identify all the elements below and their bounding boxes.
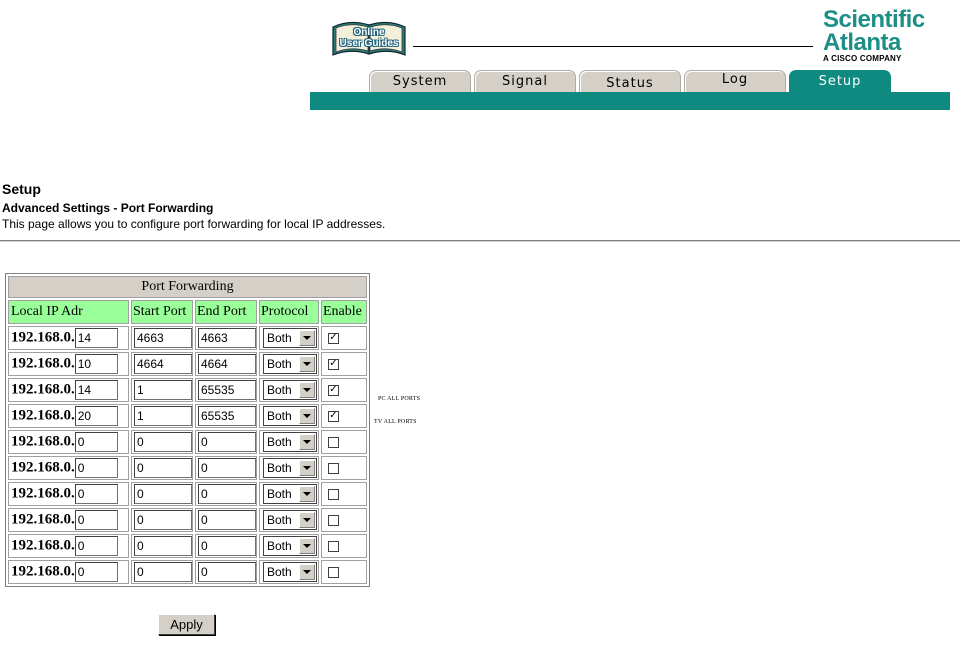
logo-line1: Online <box>353 27 385 38</box>
start-port-cell <box>131 456 193 480</box>
ip-prefix: 192.168.0. <box>11 537 75 554</box>
start-port-input[interactable] <box>134 484 192 504</box>
brand-line2: Atlanta <box>823 29 901 56</box>
chevron-down-icon <box>299 356 315 372</box>
end-port-cell <box>195 456 257 480</box>
protocol-value: Both <box>267 487 292 501</box>
enable-cell <box>321 560 367 584</box>
chevron-down-icon <box>299 434 315 450</box>
ip-suffix-input[interactable] <box>75 510 118 530</box>
start-port-cell <box>131 508 193 532</box>
start-port-cell <box>131 352 193 376</box>
ip-prefix: 192.168.0. <box>11 459 75 476</box>
start-port-cell <box>131 482 193 506</box>
tab-setup[interactable]: Setup <box>789 70 891 92</box>
end-port-cell <box>195 430 257 454</box>
column-header-protocol: Protocol <box>259 300 319 324</box>
brand-sub: A CISCO COMPANY <box>823 54 902 63</box>
protocol-value: Both <box>267 357 292 371</box>
enable-checkbox[interactable] <box>328 437 339 448</box>
protocol-value: Both <box>267 461 292 475</box>
protocol-cell <box>259 508 319 532</box>
apply-button[interactable]: Apply <box>158 614 215 635</box>
ip-suffix-input[interactable] <box>75 432 118 452</box>
enable-checkbox[interactable] <box>328 489 339 500</box>
chevron-down-icon <box>299 330 315 346</box>
logo-line2: User Guides <box>339 38 399 49</box>
start-port-input[interactable] <box>134 562 192 582</box>
ip-prefix: 192.168.0. <box>11 485 75 502</box>
enable-cell <box>321 404 367 428</box>
table-row <box>8 404 367 428</box>
ip-cell <box>8 378 129 402</box>
end-port-input[interactable] <box>198 536 256 556</box>
start-port-input[interactable] <box>134 510 192 530</box>
chevron-down-icon <box>299 512 315 528</box>
note-pc-all-ports: PC ALL PORTS <box>378 396 421 402</box>
end-port-cell <box>195 560 257 584</box>
ip-cell <box>8 560 129 584</box>
table-row <box>8 430 367 454</box>
protocol-cell <box>259 456 319 480</box>
protocol-value: Both <box>267 539 292 553</box>
protocol-value: Both <box>267 513 292 527</box>
table-row <box>8 534 367 558</box>
ip-prefix: 192.168.0. <box>11 407 75 424</box>
tab-system[interactable]: System <box>369 70 471 92</box>
protocol-cell <box>259 378 319 402</box>
protocol-value: Both <box>267 409 292 423</box>
ip-prefix: 192.168.0. <box>11 511 75 528</box>
table-row <box>8 456 367 480</box>
ip-suffix-input[interactable] <box>75 458 118 478</box>
end-port-input[interactable] <box>198 510 256 530</box>
ip-prefix: 192.168.0. <box>11 433 75 450</box>
logo-text <box>330 17 408 59</box>
start-port-cell <box>131 560 193 584</box>
end-port-input[interactable] <box>198 354 256 374</box>
start-port-input[interactable] <box>134 536 192 556</box>
ip-suffix-input[interactable] <box>75 536 118 556</box>
enable-cell <box>321 482 367 506</box>
ip-cell <box>8 352 129 376</box>
enable-checkbox[interactable] <box>328 411 339 422</box>
check-icon: ✓ <box>329 410 338 422</box>
online-user-guides-logo[interactable] <box>330 17 408 59</box>
chevron-down-icon <box>299 538 315 554</box>
table-row <box>8 482 367 506</box>
protocol-select[interactable] <box>263 328 317 348</box>
protocol-select[interactable] <box>263 458 317 478</box>
enable-cell <box>321 456 367 480</box>
ip-cell <box>8 404 129 428</box>
ip-suffix-input[interactable] <box>75 484 118 504</box>
end-port-input[interactable] <box>198 562 256 582</box>
ip-cell <box>8 456 129 480</box>
ip-prefix: 192.168.0. <box>11 381 75 398</box>
chevron-down-icon <box>299 382 315 398</box>
start-port-input[interactable] <box>134 354 192 374</box>
enable-checkbox[interactable] <box>328 359 339 370</box>
end-port-input[interactable] <box>198 380 256 400</box>
divider <box>0 240 960 242</box>
tab-bar <box>310 92 950 110</box>
protocol-select[interactable] <box>263 380 317 400</box>
end-port-input[interactable] <box>198 484 256 504</box>
column-header-enable: Enable <box>321 300 367 324</box>
protocol-select[interactable] <box>263 510 317 530</box>
brand-logo <box>823 8 925 63</box>
page-description: This page allows you to configure port forwarding for local IP addresses. <box>2 217 386 231</box>
column-header-end-port: End Port <box>195 300 257 324</box>
ip-prefix: 192.168.0. <box>11 329 75 346</box>
ip-cell <box>8 508 129 532</box>
end-port-cell <box>195 508 257 532</box>
protocol-value: Both <box>267 565 292 579</box>
tab-status[interactable]: Status <box>579 70 681 92</box>
start-port-input[interactable] <box>134 328 192 348</box>
ip-suffix-input[interactable] <box>75 406 118 426</box>
end-port-cell <box>195 352 257 376</box>
enable-checkbox[interactable] <box>328 333 339 344</box>
start-port-input[interactable] <box>134 380 192 400</box>
enable-cell <box>321 534 367 558</box>
protocol-cell <box>259 326 319 350</box>
tab-log[interactable]: Log <box>684 70 786 92</box>
table-row <box>8 326 367 350</box>
protocol-cell <box>259 560 319 584</box>
end-port-cell <box>195 482 257 506</box>
end-port-cell <box>195 534 257 558</box>
enable-checkbox[interactable] <box>328 567 339 578</box>
table-row <box>8 352 367 376</box>
protocol-select[interactable] <box>263 432 317 452</box>
table-row <box>8 508 367 532</box>
start-port-input[interactable] <box>134 406 192 426</box>
chevron-down-icon <box>299 408 315 424</box>
end-port-input[interactable] <box>198 432 256 452</box>
note-tv-all-ports: TV ALL PORTS <box>374 419 417 425</box>
page-subtitle: Advanced Settings - Port Forwarding <box>2 201 214 215</box>
ip-prefix: 192.168.0. <box>11 355 75 372</box>
protocol-select[interactable] <box>263 562 317 582</box>
ip-suffix-input[interactable] <box>75 328 118 348</box>
ip-suffix-input[interactable] <box>75 380 118 400</box>
port-forwarding-table <box>5 273 370 587</box>
protocol-cell <box>259 430 319 454</box>
end-port-cell <box>195 378 257 402</box>
start-port-cell <box>131 404 193 428</box>
protocol-select[interactable] <box>263 406 317 426</box>
enable-checkbox[interactable] <box>328 385 339 396</box>
start-port-cell <box>131 378 193 402</box>
protocol-select[interactable] <box>263 354 317 374</box>
protocol-cell <box>259 482 319 506</box>
enable-cell <box>321 378 367 402</box>
protocol-value: Both <box>267 331 292 345</box>
ip-prefix: 192.168.0. <box>11 563 75 580</box>
protocol-cell <box>259 534 319 558</box>
chevron-down-icon <box>299 486 315 502</box>
check-icon: ✓ <box>329 358 338 370</box>
ip-cell <box>8 430 129 454</box>
enable-cell <box>321 352 367 376</box>
start-port-input[interactable] <box>134 458 192 478</box>
start-port-cell <box>131 326 193 350</box>
page-title: Setup <box>2 181 41 197</box>
end-port-cell <box>195 326 257 350</box>
end-port-cell <box>195 404 257 428</box>
chevron-down-icon <box>299 460 315 476</box>
protocol-cell <box>259 352 319 376</box>
enable-checkbox[interactable] <box>328 515 339 526</box>
protocol-select[interactable] <box>263 484 317 504</box>
protocol-value: Both <box>267 435 292 449</box>
ip-cell <box>8 326 129 350</box>
start-port-cell <box>131 534 193 558</box>
header-divider <box>413 46 813 47</box>
enable-cell <box>321 430 367 454</box>
enable-checkbox[interactable] <box>328 541 339 552</box>
tab-signal[interactable]: Signal <box>474 70 576 92</box>
end-port-input[interactable] <box>198 458 256 478</box>
enable-checkbox[interactable] <box>328 463 339 474</box>
ip-cell <box>8 482 129 506</box>
check-icon: ✓ <box>329 384 338 396</box>
chevron-down-icon <box>299 564 315 580</box>
column-header-local-ip: Local IP Adr <box>8 300 129 324</box>
ip-suffix-input[interactable] <box>75 354 118 374</box>
column-header-start-port: Start Port <box>131 300 193 324</box>
protocol-value: Both <box>267 383 292 397</box>
table-row <box>8 560 367 584</box>
enable-cell <box>321 326 367 350</box>
table-title: Port Forwarding <box>8 276 367 298</box>
table-title-row <box>8 276 367 298</box>
protocol-cell <box>259 404 319 428</box>
start-port-input[interactable] <box>134 432 192 452</box>
enable-cell <box>321 508 367 532</box>
protocol-select[interactable] <box>263 536 317 556</box>
check-icon: ✓ <box>329 332 338 344</box>
ip-cell <box>8 534 129 558</box>
table-header-row <box>8 300 367 324</box>
end-port-input[interactable] <box>198 406 256 426</box>
ip-suffix-input[interactable] <box>75 562 118 582</box>
brand-line1: Scientific <box>823 6 925 33</box>
start-port-cell <box>131 430 193 454</box>
table-row <box>8 378 367 402</box>
end-port-input[interactable] <box>198 328 256 348</box>
